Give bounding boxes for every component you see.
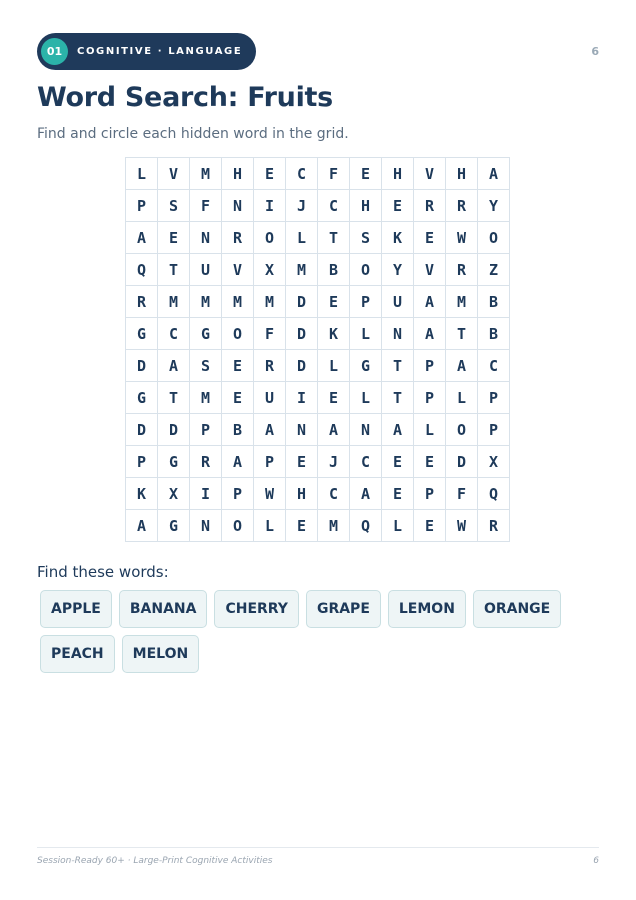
grid-cell[interactable]: M [158, 286, 190, 318]
grid-cell[interactable]: E [350, 158, 382, 190]
grid-cell[interactable]: F [446, 478, 478, 510]
grid-cell[interactable]: V [414, 254, 446, 286]
grid-cell[interactable]: A [254, 414, 286, 446]
grid-cell[interactable]: E [158, 222, 190, 254]
grid-cell[interactable]: F [318, 158, 350, 190]
grid-cell[interactable]: D [446, 446, 478, 478]
word-chip-orange: ORANGE [473, 590, 561, 628]
grid-cell[interactable]: T [382, 350, 414, 382]
grid-cell[interactable]: N [350, 414, 382, 446]
grid-row [126, 446, 510, 478]
grid-cell[interactable]: V [414, 158, 446, 190]
grid-cell[interactable]: W [446, 510, 478, 542]
grid-cell[interactable]: L [126, 158, 158, 190]
grid-cell[interactable]: L [286, 222, 318, 254]
grid-cell[interactable]: E [318, 286, 350, 318]
grid-cell[interactable]: L [414, 414, 446, 446]
grid-cell[interactable]: S [190, 350, 222, 382]
grid-cell[interactable]: M [190, 158, 222, 190]
grid-cell[interactable]: P [478, 414, 510, 446]
grid-cell[interactable]: K [126, 478, 158, 510]
grid-cell[interactable]: N [286, 414, 318, 446]
grid-cell[interactable]: B [222, 414, 254, 446]
grid-row [126, 254, 510, 286]
grid-cell[interactable]: T [158, 254, 190, 286]
grid-cell[interactable]: C [318, 478, 350, 510]
grid-cell[interactable]: E [286, 446, 318, 478]
grid-cell[interactable]: A [222, 446, 254, 478]
word-chip-peach: PEACH [40, 635, 115, 673]
grid-cell[interactable]: X [158, 478, 190, 510]
grid-cell[interactable]: S [350, 222, 382, 254]
grid-cell[interactable]: W [446, 222, 478, 254]
word-chip-lemon: LEMON [388, 590, 466, 628]
grid-cell[interactable]: D [126, 350, 158, 382]
footer-text: Session-Ready 60+ · Large-Print Cognitive Activities [37, 856, 273, 866]
grid-cell[interactable]: I [286, 382, 318, 414]
grid-row [126, 158, 510, 190]
grid-cell[interactable]: O [350, 254, 382, 286]
grid-cell[interactable]: O [254, 222, 286, 254]
word-search-grid [125, 157, 510, 542]
word-chip-cherry: CHERRY [214, 590, 299, 628]
grid-row [126, 222, 510, 254]
grid-cell[interactable]: P [478, 382, 510, 414]
grid-cell[interactable]: E [382, 478, 414, 510]
grid-cell[interactable]: A [414, 286, 446, 318]
grid-cell[interactable]: R [190, 446, 222, 478]
grid-cell[interactable]: A [446, 350, 478, 382]
word-chip-apple: APPLE [40, 590, 112, 628]
grid-cell[interactable]: C [350, 446, 382, 478]
grid-cell[interactable]: Y [478, 190, 510, 222]
grid-cell[interactable]: R [254, 350, 286, 382]
grid-cell[interactable]: K [382, 222, 414, 254]
page-title: Word Search: Fruits [37, 82, 333, 113]
grid-cell[interactable]: V [222, 254, 254, 286]
grid-cell[interactable]: C [318, 190, 350, 222]
grid-cell[interactable]: P [254, 446, 286, 478]
grid-cell[interactable]: A [126, 510, 158, 542]
grid-cell[interactable]: J [286, 190, 318, 222]
grid-cell[interactable]: M [190, 382, 222, 414]
grid-cell[interactable]: D [286, 318, 318, 350]
grid-cell[interactable]: P [222, 478, 254, 510]
grid-cell[interactable]: D [286, 286, 318, 318]
grid-cell[interactable]: N [190, 510, 222, 542]
grid-cell[interactable]: H [222, 158, 254, 190]
grid-cell[interactable]: Z [478, 254, 510, 286]
instructions: Find and circle each hidden word in the grid. [37, 126, 349, 142]
grid-cell[interactable]: R [478, 510, 510, 542]
grid-cell[interactable]: U [382, 286, 414, 318]
grid-cell[interactable]: R [446, 254, 478, 286]
grid-cell[interactable]: F [254, 318, 286, 350]
grid-cell[interactable]: I [254, 190, 286, 222]
grid-cell[interactable]: C [286, 158, 318, 190]
grid-cell[interactable]: O [478, 222, 510, 254]
grid-cell[interactable]: G [126, 382, 158, 414]
grid-cell[interactable]: D [286, 350, 318, 382]
word-list [40, 590, 600, 673]
grid-cell[interactable]: P [414, 382, 446, 414]
footer-divider [37, 847, 599, 848]
grid-cell[interactable]: K [318, 318, 350, 350]
grid-cell[interactable]: R [446, 190, 478, 222]
grid-cell[interactable]: O [446, 414, 478, 446]
word-chip-banana: BANANA [119, 590, 208, 628]
grid-cell[interactable]: D [126, 414, 158, 446]
grid-cell[interactable]: N [382, 318, 414, 350]
grid-cell[interactable]: A [478, 158, 510, 190]
grid-cell[interactable]: A [318, 414, 350, 446]
grid-cell[interactable]: E [222, 382, 254, 414]
grid-cell[interactable]: R [222, 222, 254, 254]
grid-cell[interactable]: H [286, 478, 318, 510]
grid-cell[interactable]: J [318, 446, 350, 478]
grid-cell[interactable]: H [350, 190, 382, 222]
grid-cell[interactable]: A [126, 222, 158, 254]
grid-cell[interactable]: L [382, 510, 414, 542]
grid-cell[interactable]: P [126, 446, 158, 478]
grid-cell[interactable]: Q [126, 254, 158, 286]
grid-cell[interactable]: T [382, 382, 414, 414]
grid-cell[interactable]: W [254, 478, 286, 510]
grid-cell[interactable]: B [318, 254, 350, 286]
grid-cell[interactable]: L [350, 382, 382, 414]
grid-cell[interactable]: R [126, 286, 158, 318]
grid-cell[interactable]: E [414, 446, 446, 478]
grid-cell[interactable]: M [190, 286, 222, 318]
grid-cell[interactable]: M [286, 254, 318, 286]
grid-cell[interactable]: Y [382, 254, 414, 286]
grid-cell[interactable]: G [350, 350, 382, 382]
grid-cell[interactable]: B [478, 318, 510, 350]
grid-cell[interactable]: D [158, 414, 190, 446]
grid-cell[interactable]: H [382, 158, 414, 190]
grid-cell[interactable]: E [222, 350, 254, 382]
grid-cell[interactable]: C [158, 318, 190, 350]
section-number: 01 [41, 38, 68, 65]
grid-cell[interactable]: O [222, 318, 254, 350]
word-list-label: Find these words: [37, 563, 169, 581]
grid-cell[interactable]: U [190, 254, 222, 286]
grid-cell[interactable]: N [190, 222, 222, 254]
grid-cell[interactable]: G [158, 510, 190, 542]
grid-cell[interactable]: G [158, 446, 190, 478]
section-label: COGNITIVE · LANGUAGE [77, 46, 243, 57]
grid-cell[interactable]: I [190, 478, 222, 510]
grid-row [126, 350, 510, 382]
grid-cell[interactable]: S [158, 190, 190, 222]
grid-cell[interactable]: N [222, 190, 254, 222]
grid-cell[interactable]: R [414, 190, 446, 222]
grid-cell[interactable]: X [254, 254, 286, 286]
grid-cell[interactable]: A [350, 478, 382, 510]
grid-cell[interactable]: E [382, 446, 414, 478]
grid-cell[interactable]: X [478, 446, 510, 478]
grid-cell[interactable]: L [318, 350, 350, 382]
section-badge [37, 33, 256, 70]
grid-cell[interactable]: E [414, 222, 446, 254]
grid-cell[interactable]: C [478, 350, 510, 382]
grid-cell[interactable]: V [158, 158, 190, 190]
grid-cell[interactable]: A [158, 350, 190, 382]
grid-row [126, 510, 510, 542]
grid-cell[interactable]: E [286, 510, 318, 542]
grid-row [126, 190, 510, 222]
grid-cell[interactable]: P [350, 286, 382, 318]
grid-cell[interactable]: L [350, 318, 382, 350]
grid-cell[interactable]: E [414, 510, 446, 542]
grid-cell[interactable]: A [382, 414, 414, 446]
grid-cell[interactable]: Q [350, 510, 382, 542]
grid-row [126, 318, 510, 350]
page-number: 6 [591, 45, 599, 58]
footer-page-number: 6 [593, 856, 599, 866]
grid-cell[interactable]: M [446, 286, 478, 318]
grid-cell[interactable]: B [478, 286, 510, 318]
grid-cell[interactable]: P [126, 190, 158, 222]
grid-row [126, 478, 510, 510]
grid-cell[interactable]: E [382, 190, 414, 222]
grid-cell[interactable]: E [254, 158, 286, 190]
grid-cell[interactable]: T [158, 382, 190, 414]
grid-cell[interactable]: M [318, 510, 350, 542]
grid-row [126, 286, 510, 318]
grid-cell[interactable]: U [254, 382, 286, 414]
word-chip-melon: MELON [122, 635, 200, 673]
grid-cell[interactable]: E [318, 382, 350, 414]
word-chip-grape: GRAPE [306, 590, 381, 628]
grid-cell[interactable]: G [126, 318, 158, 350]
grid-cell[interactable]: Q [478, 478, 510, 510]
grid-cell[interactable]: P [414, 350, 446, 382]
grid-cell[interactable]: M [222, 286, 254, 318]
grid-cell[interactable]: G [190, 318, 222, 350]
grid-cell[interactable]: M [254, 286, 286, 318]
grid-cell[interactable]: H [446, 158, 478, 190]
grid-cell[interactable]: P [190, 414, 222, 446]
grid-cell[interactable]: T [446, 318, 478, 350]
grid-cell[interactable]: F [190, 190, 222, 222]
grid-row [126, 414, 510, 446]
grid-cell[interactable]: L [254, 510, 286, 542]
grid-cell[interactable]: P [414, 478, 446, 510]
grid-cell[interactable]: L [446, 382, 478, 414]
grid-cell[interactable]: A [414, 318, 446, 350]
grid-cell[interactable]: T [318, 222, 350, 254]
grid-row [126, 382, 510, 414]
grid-cell[interactable]: O [222, 510, 254, 542]
